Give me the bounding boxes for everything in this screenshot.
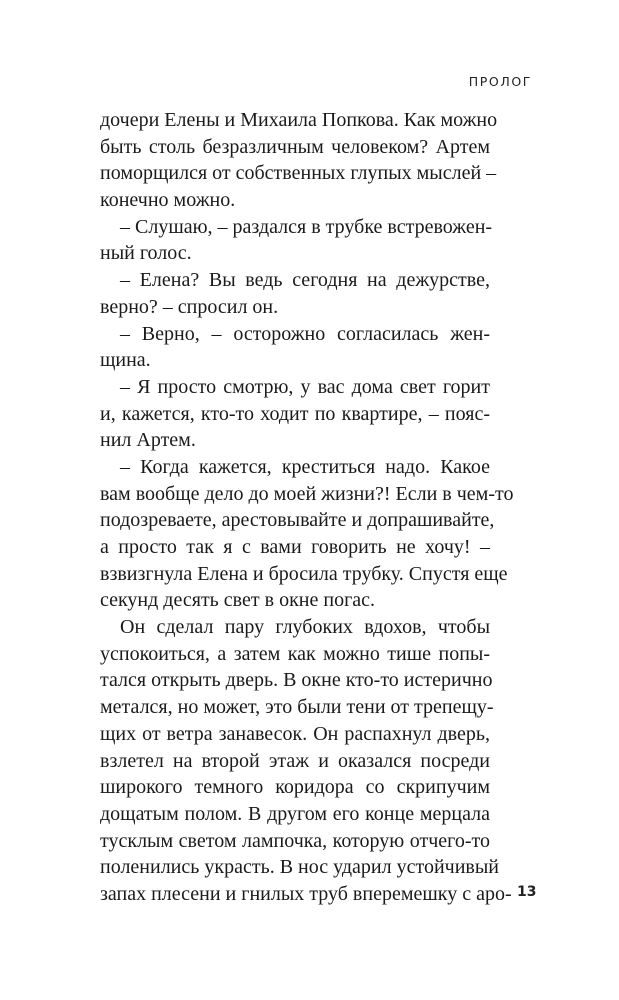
- text-line: дощатым полом. В другом его конце мерцала: [100, 802, 490, 825]
- text-line: и, кажется, кто-то ходит по квартире, – пояс-: [100, 402, 490, 425]
- text-line: – Елена? Вы ведь сегодня на дежурстве,: [120, 269, 490, 292]
- text-line: нил Артем.: [100, 429, 196, 452]
- text-line: – Когда кажется, креститься надо. Какое: [120, 455, 490, 478]
- text-line: широкого темного коридора со скрипучим: [100, 776, 490, 799]
- text-line: верно? – спросил он.: [100, 295, 279, 318]
- text-line: – Слушаю, – раздался в трубке встревожен-: [120, 215, 493, 238]
- page-number: 13: [517, 884, 537, 900]
- text-line: ный голос.: [100, 242, 192, 265]
- text-line: вам вообще дело до моей жизни?! Если в чем-то: [100, 482, 514, 505]
- text-line: Он сделал пару глубоких вдохов, чтобы: [120, 616, 490, 639]
- text-line: поморщился от собственных глупых мыслей –: [100, 162, 497, 185]
- body-text: [100, 107, 514, 908]
- text-line: поленились украсть. В нос ударил устойчивый: [100, 856, 500, 879]
- text-line: а просто так я с вами говорить не хочу! –: [100, 536, 490, 558]
- text-line: щина.: [100, 349, 151, 372]
- text-line: тался открыть дверь. В окне кто-то истерично: [100, 669, 493, 692]
- text-line: быть столь безразличным человеком? Артем: [100, 135, 490, 158]
- text-line: дочери Елены и Михаила Попкова. Как можно: [100, 109, 498, 131]
- text-line: – Я просто смотрю, у вас дома свет горит: [120, 375, 490, 398]
- text-line: запах плесени и гнилых труб вперемешку с аро-: [100, 882, 512, 905]
- text-line: – Верно, – осторожно согласилась жен-: [120, 322, 490, 345]
- text-line: секунд десять свет в окне погас.: [100, 589, 376, 612]
- text-line: тусклым светом лампочка, которую отчего-то: [100, 829, 490, 852]
- text-line: щих от ветра занавесок. Он распахнул дверь,: [100, 722, 490, 745]
- text-line: взвизгнула Елена и бросила трубку. Спустя еще: [100, 562, 508, 585]
- text-line: взлетел на второй этаж и оказался посреди: [100, 749, 490, 772]
- running-header: ПРОЛОГ: [468, 74, 532, 89]
- text-line: подозреваете, арестовывайте и допрашивайте,: [100, 509, 495, 532]
- text-line: метался, но может, это были тени от трепещу-: [100, 696, 494, 719]
- text-line: конечно можно.: [100, 189, 236, 212]
- text-line: успокоиться, а затем как можно тише попы-: [100, 642, 490, 665]
